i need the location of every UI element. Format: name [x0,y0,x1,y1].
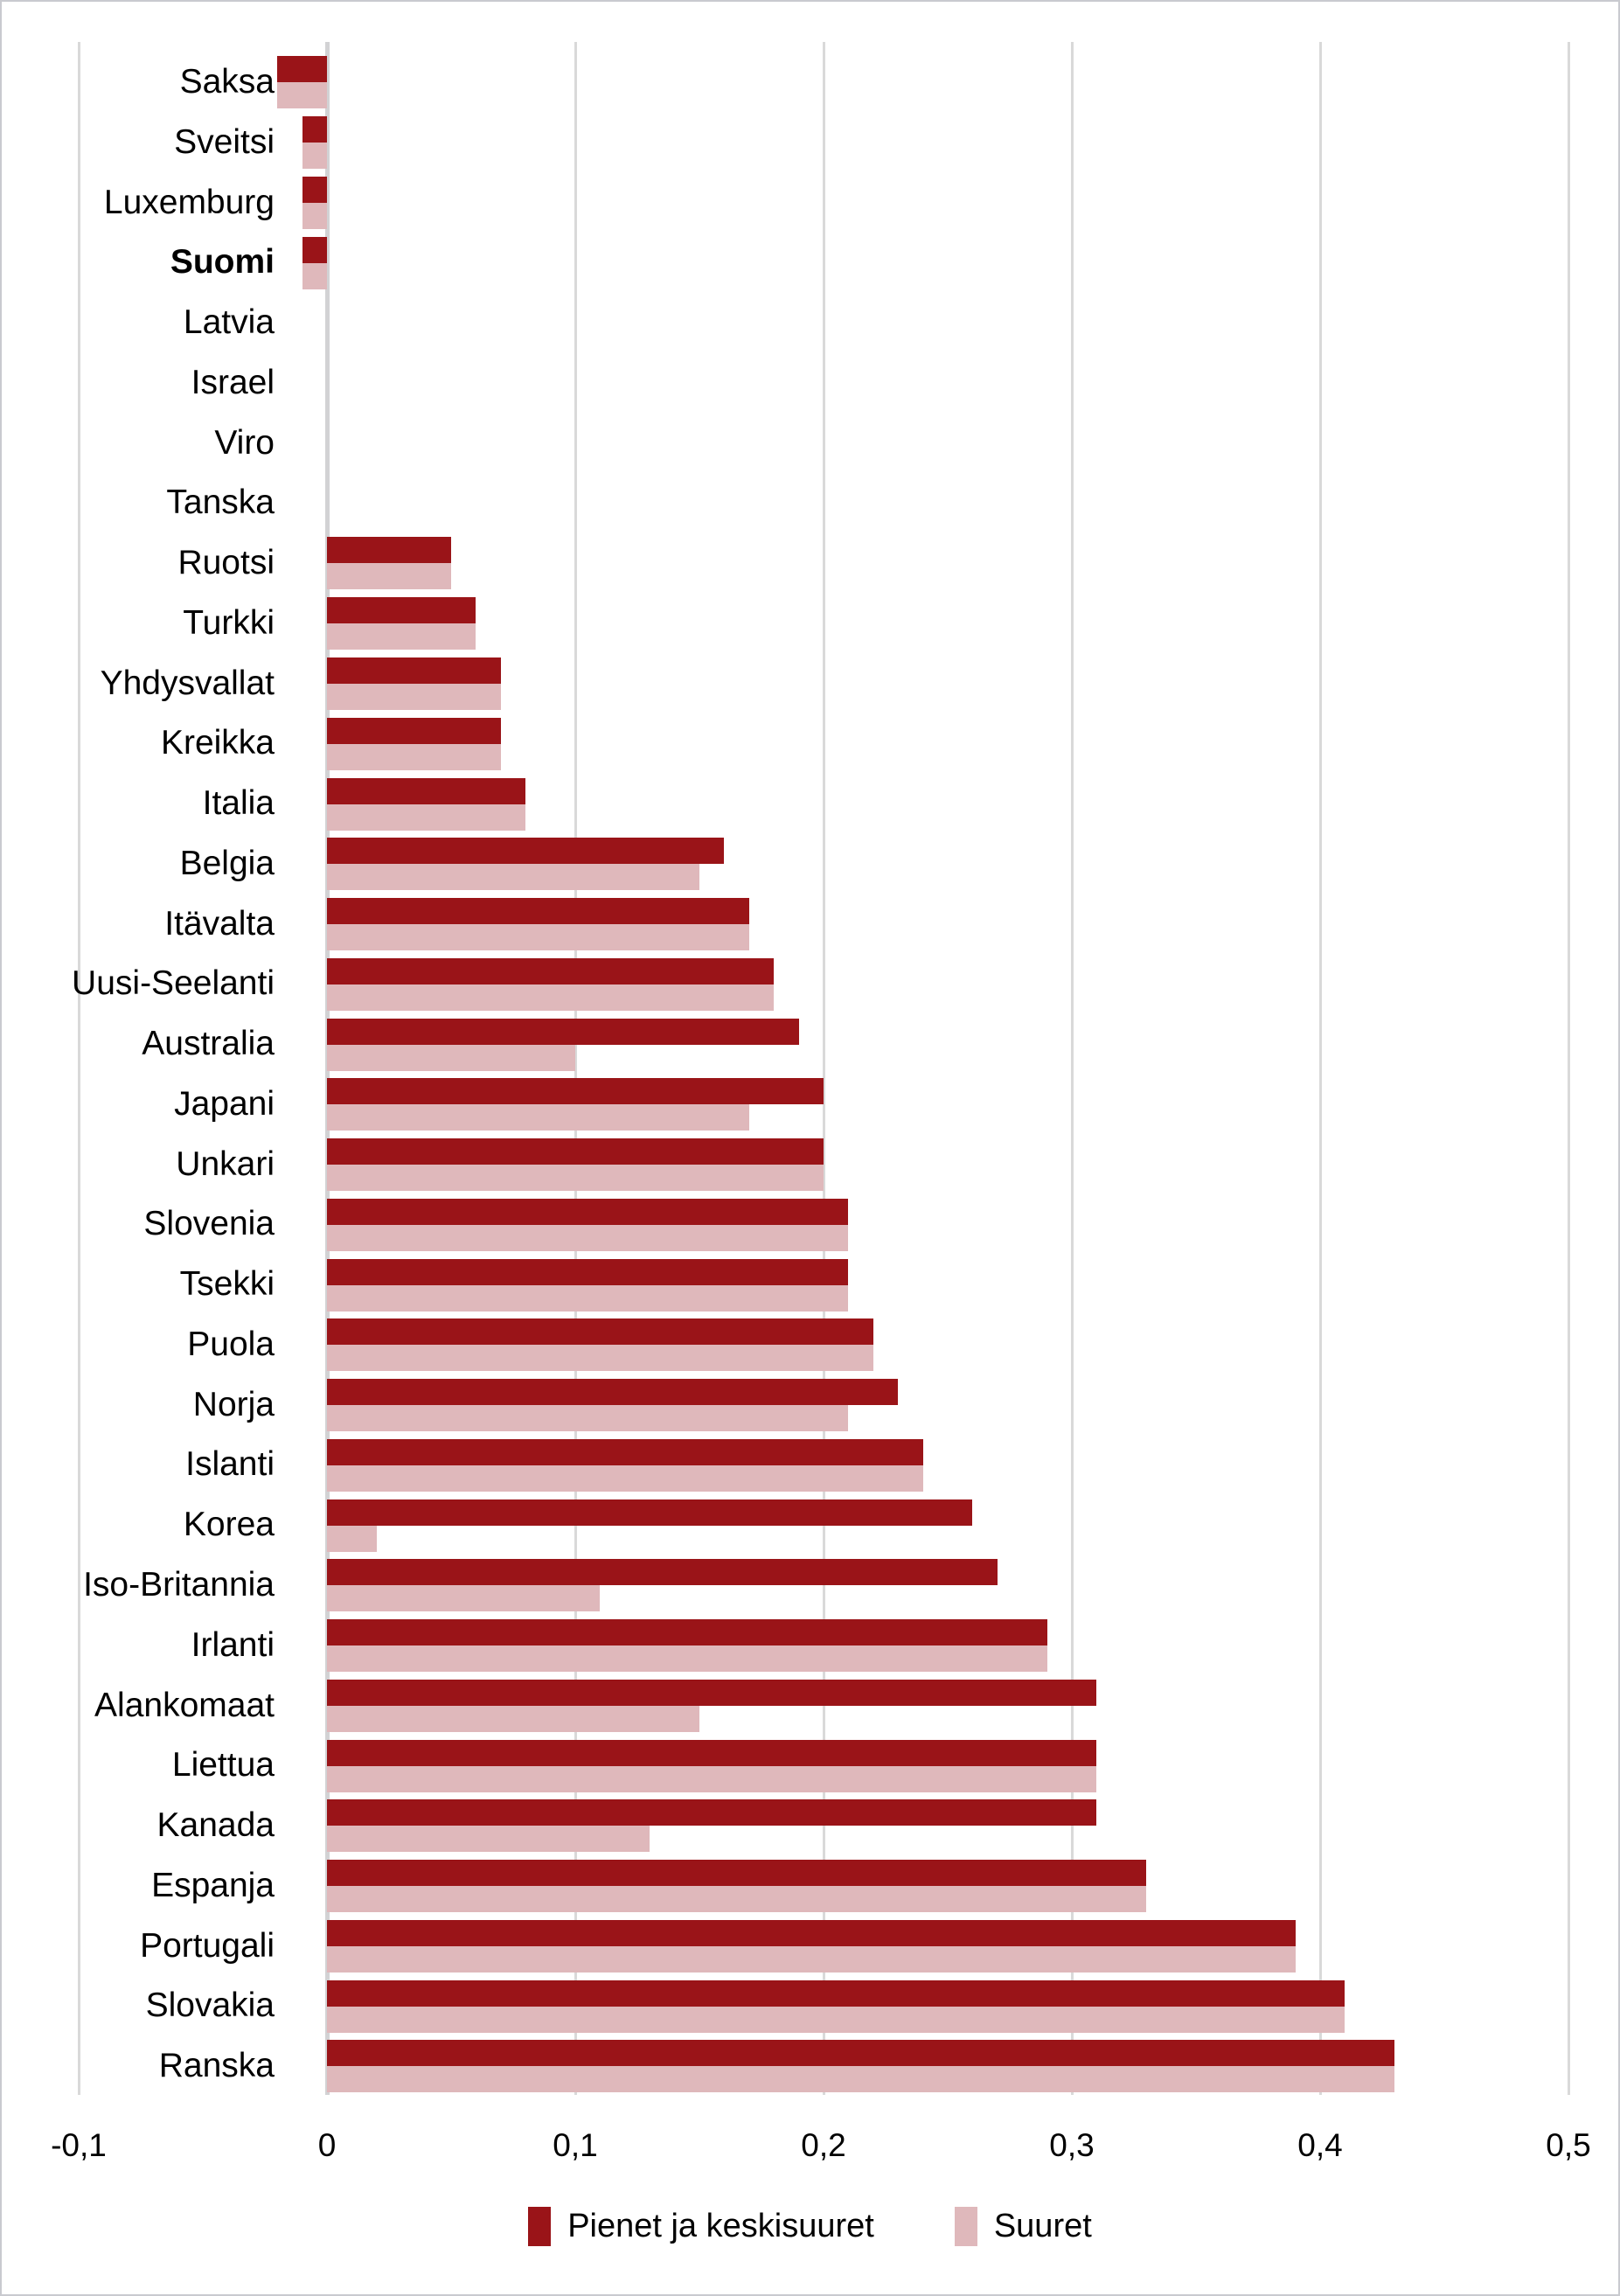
category-label: Liettua [171,1746,275,1785]
bar-large [327,563,451,589]
bar-sme [327,1138,824,1165]
category-label: Uusi-Seelanti [72,964,275,1003]
category-label: Irlanti [191,1625,275,1664]
gridline [1568,42,1570,2095]
bar-large [327,1104,749,1131]
bar-large [327,1826,650,1852]
bar-sme [327,838,724,864]
bar-large [327,1045,575,1071]
bar-large [327,1405,848,1431]
bar-sme [327,1799,1096,1826]
category-label: Belgia [179,844,275,882]
bar-large [327,1766,1096,1792]
bar-sme [302,116,327,143]
bar-large [327,804,525,831]
bar-sme [327,1740,1096,1766]
bar-sme [327,778,525,804]
category-label: Islanti [185,1445,275,1484]
bar-large [327,1225,848,1251]
category-label: Japani [174,1084,275,1123]
category-label: Sveitsi [174,122,275,161]
legend [2,2207,1618,2246]
bar-sme [327,597,476,623]
x-tick-label: 0 [317,2127,337,2163]
legend-swatch-large [955,2207,977,2246]
bar-sme [327,1920,1296,1946]
bar-large [327,2066,1394,2092]
bar-large [327,1886,1146,1912]
category-label: Portugali [140,1926,275,1965]
x-tick-label: 0,2 [801,2127,846,2163]
x-tick-label: 0,5 [1546,2127,1591,2163]
bar-large [327,1645,1047,1672]
bar-large [327,684,501,710]
bar-sme [302,237,327,263]
bar-large [327,864,699,890]
bar-sme [327,657,501,684]
x-tick-label: 0,4 [1297,2127,1343,2163]
bar-sme [327,1439,923,1465]
bar-large [327,1526,377,1552]
bar-sme [327,718,501,744]
bar-sme [327,1680,1096,1706]
category-label: Kreikka [160,724,275,762]
category-label: Turkki [183,603,275,642]
legend-item-sme [528,2207,874,2246]
category-label: Ruotsi [177,544,275,582]
bar-sme [327,537,451,563]
category-label: Ranska [158,2047,275,2085]
legend-label-large: Suuret [993,2208,1092,2244]
category-label: Australia [142,1025,275,1063]
category-label: Italia [202,784,275,823]
bar-sme [277,56,327,82]
bar-sme [327,898,749,924]
category-label: Yhdysvallat [100,664,275,702]
category-label: Latvia [183,303,275,342]
bar-sme [327,1499,972,1526]
category-label: Viro [214,423,275,462]
bar-sme [327,1078,824,1104]
bar-large [327,1345,873,1371]
category-label: Korea [183,1506,275,1544]
category-label: Puola [187,1325,275,1363]
bar-sme [327,1619,1047,1645]
bar-large [327,1285,848,1312]
x-tick-label: -0,1 [51,2127,107,2163]
bar-large [327,1465,923,1492]
bar-sme [327,1860,1146,1886]
bar-sme [327,1980,1345,2007]
bar-sme [327,958,774,984]
bar-sme [327,1199,848,1225]
category-label: Saksa [179,63,275,101]
bar-large [277,82,327,108]
bar-large [327,984,774,1011]
category-label: Slovenia [143,1205,275,1243]
category-label: Alankomaat [94,1686,275,1724]
bar-sme [327,2040,1394,2066]
category-label: Norja [192,1385,275,1423]
category-label: Tanska [166,484,275,522]
bar-large [302,143,327,169]
bar-large [327,1165,824,1191]
category-label: Tsekki [179,1265,275,1304]
bar-sme [302,177,327,203]
bar-large [302,263,327,289]
bar-sme [327,1379,898,1405]
category-label: Itävalta [164,904,275,943]
category-label: Slovakia [145,1986,275,2025]
bar-large [327,1706,699,1732]
bar-sme [327,1559,998,1585]
x-tick-label: 0,1 [553,2127,598,2163]
bar-large [327,623,476,650]
bar-large [302,203,327,229]
gridline [1319,42,1322,2095]
bar-sme [327,1259,848,1285]
bar-large [327,1585,600,1611]
category-label: Israel [191,363,275,401]
bar-large [327,924,749,950]
legend-swatch-sme [528,2207,551,2246]
category-label: Unkari [176,1145,275,1183]
bar-sme [327,1318,873,1345]
legend-item-large [955,2207,1092,2246]
bar-sme [327,1019,799,1045]
category-label: Kanada [156,1806,275,1845]
x-tick-label: 0,3 [1049,2127,1095,2163]
bar-large [327,2007,1345,2033]
category-label: Luxemburg [103,183,275,221]
category-label: Espanja [151,1866,275,1904]
category-label: Suomi [170,243,275,282]
legend-label-sme: Pienet ja keskisuuret [567,2208,874,2244]
category-label: Iso-Britannia [83,1566,275,1604]
bar-large [327,744,501,770]
bar-large [327,1946,1296,1972]
